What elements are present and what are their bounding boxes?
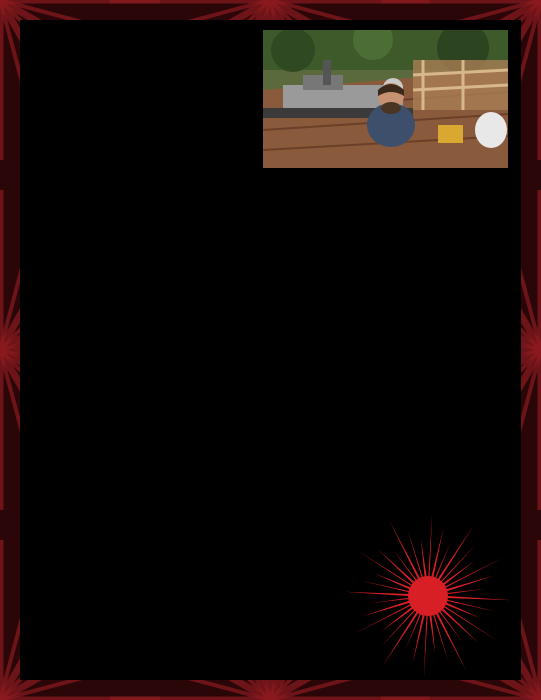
man-working-on-wooden-deck-photo [263,30,508,168]
red-starburst-graphic [342,510,514,682]
